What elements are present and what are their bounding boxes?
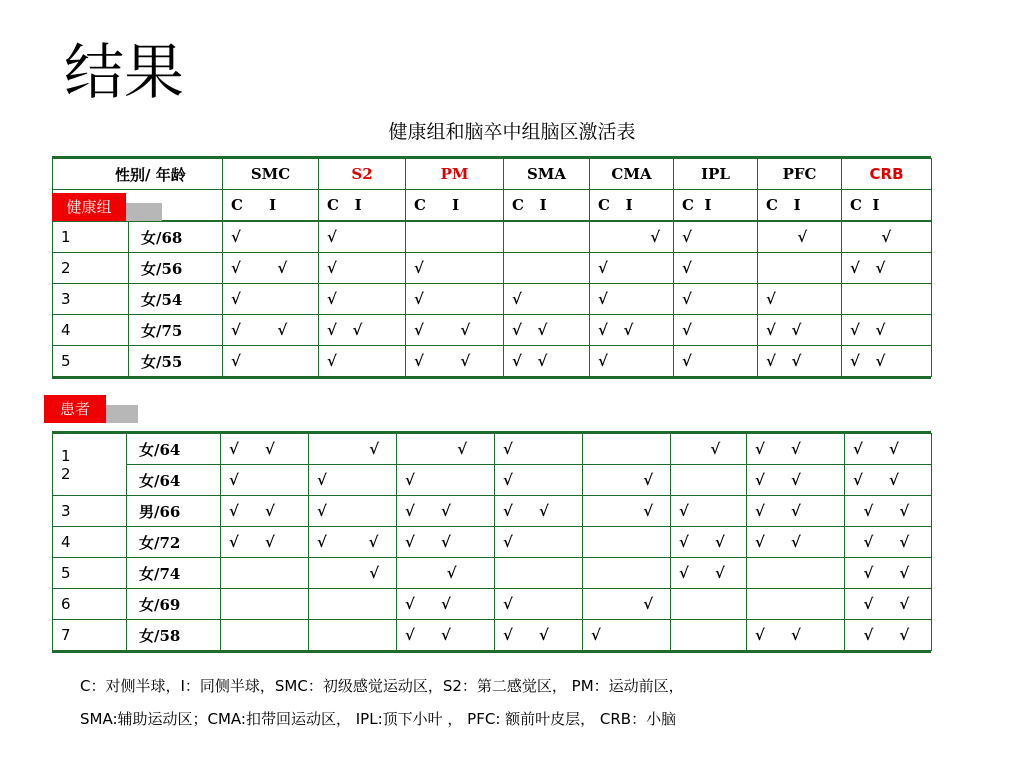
- sex-age-cell: 女/75: [129, 315, 223, 346]
- header-row: [53, 159, 932, 190]
- activation-cell: √ √: [590, 315, 674, 346]
- activation-cell: [583, 527, 671, 558]
- activation-cell: √ √: [845, 589, 932, 620]
- activation-cell: √: [223, 346, 319, 377]
- activation-cell: √ √: [747, 527, 845, 558]
- activation-cell: √ √: [758, 315, 842, 346]
- activation-cell: √ √: [221, 496, 309, 527]
- activation-cell: √ √: [747, 496, 845, 527]
- sex-age-cell: 女/56: [129, 253, 223, 284]
- activation-cell: √: [671, 496, 747, 527]
- table-caption: 健康组和脑卒中组脑区激活表: [388, 121, 636, 143]
- ci-header-row: [53, 190, 932, 222]
- activation-cell: √ √: [671, 558, 747, 589]
- activation-cell: √: [221, 465, 309, 496]
- ci-header: C I: [504, 190, 590, 222]
- table-row: [53, 315, 932, 346]
- activation-cell: √: [590, 221, 674, 253]
- table-row: [53, 465, 932, 496]
- activation-cell: √ √: [842, 346, 932, 377]
- row-id: 4: [53, 315, 129, 346]
- activation-cell: √: [223, 284, 319, 315]
- sex-age-cell: 男/66: [127, 496, 221, 527]
- activation-cell: [758, 253, 842, 284]
- sex-age-cell: 女/72: [127, 527, 221, 558]
- activation-cell: √: [495, 589, 583, 620]
- ci-header: C I: [758, 190, 842, 222]
- table-row: [53, 434, 932, 465]
- activation-cell: √: [397, 465, 495, 496]
- activation-cell: √: [309, 496, 397, 527]
- activation-cell: √ √: [747, 465, 845, 496]
- activation-cell: √: [406, 253, 504, 284]
- page-title: 结果: [64, 38, 184, 108]
- table-row: [53, 253, 932, 284]
- table-row: [53, 558, 932, 589]
- sex-age-cell: 女/64: [127, 434, 221, 465]
- area-header: SMC: [223, 159, 319, 190]
- activation-cell: √ √: [319, 315, 406, 346]
- area-header: IPL: [674, 159, 758, 190]
- row-id: 2: [53, 253, 129, 284]
- area-header: CMA: [590, 159, 674, 190]
- activation-cell: √ √: [397, 496, 495, 527]
- patient-group-label: 患者: [44, 395, 106, 423]
- activation-cell: [671, 465, 747, 496]
- activation-cell: √: [758, 284, 842, 315]
- table-row: [53, 620, 932, 651]
- footnote-1: C：对侧半球，I：同侧半球，SMC：初级感觉运动区，S2：第二感觉区， PM：运动前区，: [80, 677, 684, 695]
- activation-cell: √ √: [406, 346, 504, 377]
- activation-cell: √: [583, 620, 671, 651]
- activation-cell: √ √: [495, 620, 583, 651]
- sex-age-cell: 女/54: [129, 284, 223, 315]
- ci-header: C I: [223, 190, 319, 222]
- activation-cell: √: [583, 496, 671, 527]
- activation-cell: √: [495, 434, 583, 465]
- row-id: 5: [53, 558, 127, 589]
- table-row: [53, 346, 932, 377]
- activation-cell: [495, 558, 583, 589]
- activation-cell: √ √: [845, 527, 932, 558]
- activation-cell: √ √: [845, 558, 932, 589]
- area-header: PFC: [758, 159, 842, 190]
- activation-cell: √ √: [397, 589, 495, 620]
- activation-cell: √: [583, 589, 671, 620]
- sex-age-cell: 女/69: [127, 589, 221, 620]
- sex-age-cell: 女/68: [129, 221, 223, 253]
- activation-cell: √ √: [747, 620, 845, 651]
- activation-cell: √: [590, 253, 674, 284]
- table-row: [53, 284, 932, 315]
- area-header: SMA: [504, 159, 590, 190]
- activation-cell: √: [583, 465, 671, 496]
- table-row: [53, 221, 932, 253]
- activation-cell: √ √: [397, 527, 495, 558]
- activation-cell: √: [406, 284, 504, 315]
- activation-cell: √: [309, 434, 397, 465]
- activation-cell: √: [590, 284, 674, 315]
- row-id: 1 2: [53, 434, 127, 496]
- activation-cell: √ √: [309, 527, 397, 558]
- area-header: S2: [319, 159, 406, 190]
- row-id: 6: [53, 589, 127, 620]
- activation-cell: [671, 620, 747, 651]
- tag-shadow: [122, 203, 162, 221]
- activation-cell: [406, 221, 504, 253]
- tag-shadow: [104, 405, 138, 423]
- activation-cell: [583, 434, 671, 465]
- footnote-2: SMA:辅助运动区；CMA:扣带回运动区， IPL:顶下小叶 ， PFC: 额前叶皮层， CRB：小脑: [80, 710, 677, 728]
- table-row: [53, 496, 932, 527]
- sex-age-header: 性别/ 年龄: [53, 159, 223, 190]
- activation-cell: √: [309, 465, 397, 496]
- activation-cell: √: [674, 253, 758, 284]
- area-header: PM: [406, 159, 504, 190]
- table-row: [53, 589, 932, 620]
- activation-cell: √ √: [397, 620, 495, 651]
- activation-cell: √: [319, 221, 406, 253]
- activation-cell: √ √: [223, 315, 319, 346]
- activation-cell: √: [842, 221, 932, 253]
- activation-cell: √ √: [495, 496, 583, 527]
- activation-cell: √: [495, 527, 583, 558]
- activation-cell: √: [319, 253, 406, 284]
- activation-cell: √: [590, 346, 674, 377]
- ci-header: C I: [842, 190, 932, 222]
- activation-cell: √: [758, 221, 842, 253]
- activation-cell: √: [397, 434, 495, 465]
- activation-cell: √: [674, 315, 758, 346]
- activation-cell: [309, 589, 397, 620]
- area-header: CRB: [842, 159, 932, 190]
- activation-cell: √ √: [221, 434, 309, 465]
- row-id: 3: [53, 284, 129, 315]
- sex-age-cell: 女/58: [127, 620, 221, 651]
- activation-cell: [309, 620, 397, 651]
- activation-cell: √: [674, 346, 758, 377]
- activation-cell: [842, 284, 932, 315]
- activation-cell: √: [674, 221, 758, 253]
- activation-cell: √: [223, 221, 319, 253]
- activation-cell: √ √: [842, 315, 932, 346]
- row-id: 1: [53, 221, 129, 253]
- activation-cell: [504, 221, 590, 253]
- activation-cell: √: [397, 558, 495, 589]
- row-id: 3: [53, 496, 127, 527]
- row-id: 5: [53, 346, 129, 377]
- activation-cell: √ √: [406, 315, 504, 346]
- ci-header: C I: [319, 190, 406, 222]
- activation-cell: [221, 558, 309, 589]
- activation-cell: √: [319, 284, 406, 315]
- ci-header: C I: [674, 190, 758, 222]
- activation-cell: √: [495, 465, 583, 496]
- sex-age-cell: 女/55: [129, 346, 223, 377]
- ci-header: C I: [590, 190, 674, 222]
- activation-cell: √ √: [845, 434, 932, 465]
- activation-cell: √ √: [842, 253, 932, 284]
- table-row: [53, 527, 932, 558]
- activation-cell: √ √: [223, 253, 319, 284]
- healthy-table: [52, 156, 931, 379]
- activation-cell: [747, 558, 845, 589]
- activation-cell: √ √: [845, 620, 932, 651]
- activation-cell: √ √: [671, 527, 747, 558]
- row-id: 7: [53, 620, 127, 651]
- patient-table: [52, 431, 931, 653]
- activation-cell: √: [674, 284, 758, 315]
- activation-cell: √ √: [504, 346, 590, 377]
- sex-age-cell: 女/74: [127, 558, 221, 589]
- activation-cell: [221, 589, 309, 620]
- activation-cell: [747, 589, 845, 620]
- activation-cell: √: [309, 558, 397, 589]
- activation-cell: √ √: [758, 346, 842, 377]
- row-id: 4: [53, 527, 127, 558]
- activation-cell: √ √: [504, 315, 590, 346]
- activation-cell: √ √: [845, 465, 932, 496]
- activation-cell: √: [671, 434, 747, 465]
- activation-cell: √ √: [845, 496, 932, 527]
- sex-age-cell: 女/64: [127, 465, 221, 496]
- activation-cell: [671, 589, 747, 620]
- activation-cell: √ √: [221, 527, 309, 558]
- activation-cell: √ √: [747, 434, 845, 465]
- activation-cell: [221, 620, 309, 651]
- activation-cell: [504, 253, 590, 284]
- activation-cell: [583, 558, 671, 589]
- activation-cell: √: [319, 346, 406, 377]
- activation-cell: √: [504, 284, 590, 315]
- ci-header: C I: [406, 190, 504, 222]
- healthy-group-label: 健康组: [52, 193, 126, 221]
